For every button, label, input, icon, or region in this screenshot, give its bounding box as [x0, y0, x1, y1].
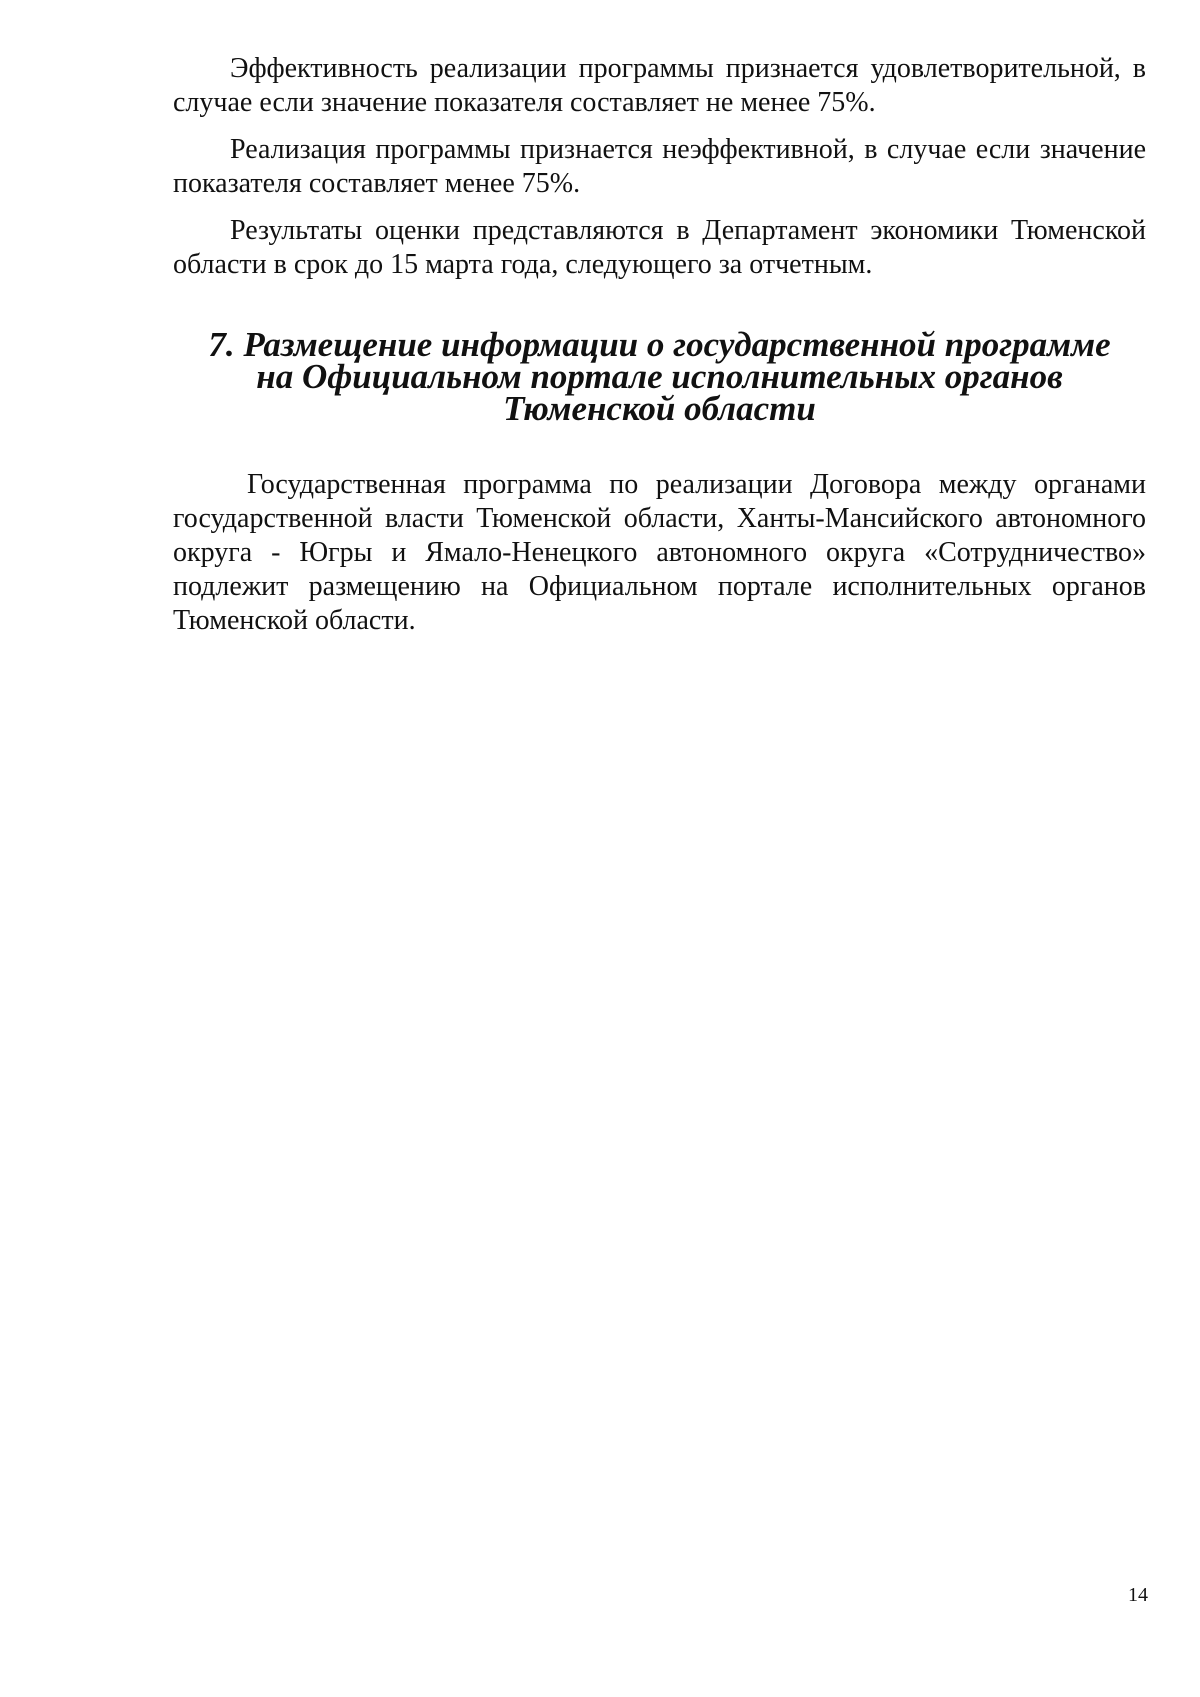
section-heading-line-3: Тюменской области [503, 389, 816, 428]
paragraph-efficiency-ineffective: Реализация программы признается неэффективной, в случае если значение показателя составляет менее 75%. [173, 134, 1146, 199]
paragraph-results-submission: Результаты оценки представляются в Департамент экономики Тюменской области в срок до 15 марта года, следующего за отчетным. [173, 215, 1146, 280]
paragraph-program-publication: Государственная программа по реализации Договора между органами государственной власти Тюменской области, Ханты-Мансийского автономного округа - Югры и Ямало-Ненецкого автономного округа «Сотрудничество» подлежит размещению на Официальном портале исполнительных органов Тюменской области. [173, 469, 1146, 636]
paragraph-efficiency-satisfactory: Эффективность реализации программы признается удовлетворительной, в случае если значение показателя составляет не менее 75%. [173, 53, 1146, 118]
section-heading-line-2: на Официальном портале исполнительных органов [256, 357, 1063, 396]
section-heading-line-1: 7. Размещение информации о государственной программе [208, 325, 1111, 364]
document-page [173, 52, 1146, 638]
section-heading [173, 325, 1146, 428]
page-number: 14 [1128, 1584, 1148, 1606]
